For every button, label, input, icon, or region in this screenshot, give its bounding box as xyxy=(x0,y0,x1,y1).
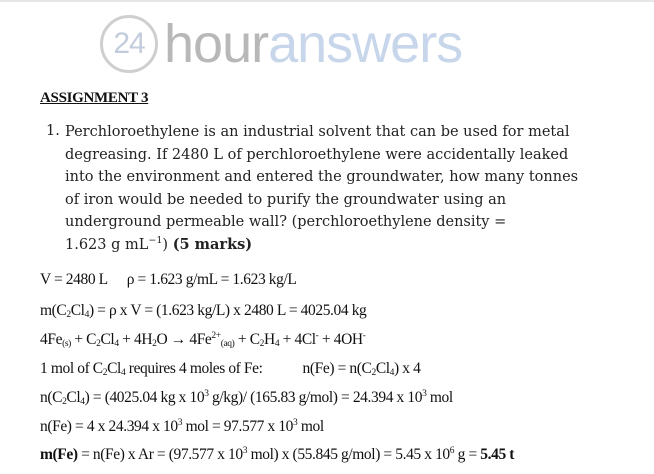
logo-word-hour: hour xyxy=(164,14,269,74)
question-text xyxy=(65,121,600,256)
question-line-density xyxy=(65,234,600,257)
solution-line-stoichiometry: 1 mol of $C_2Cl_4$ requires 4 moles of Fe: $n(Fe) = n(C_2Cl_4)$ x 4 xyxy=(40,360,421,378)
solution-line-volume xyxy=(40,271,296,289)
volume-text: V = 2480 L xyxy=(40,271,108,288)
density-close: ) xyxy=(162,236,169,253)
logo-badge xyxy=(100,15,158,73)
question-line: degreasing. If 2480 L of perchloroethylene were accidentally leaked xyxy=(65,146,569,163)
solution-line-mass-fe: m(Fe) = n(Fe) x Ar = (97.577 x $10^3$ mol) x (55.845 g/mol) = 5.45 x $10^6$ g = 5.45 t xyxy=(40,446,515,463)
final-answer: 5.45 t xyxy=(480,446,515,463)
top-border xyxy=(0,0,654,2)
solution-line-moles-fe: n(Fe) = 4 x 24.394 x $10^3$ mol = 97.577 x $10^3$ mol xyxy=(40,418,324,435)
logo-wordmark xyxy=(164,14,463,74)
question-1 xyxy=(40,121,600,256)
question-line: of iron would be needed to purify the groundwater using an xyxy=(65,191,507,208)
question-line: Perchloroethylene is an industrial solvent that can be used for metal xyxy=(65,124,570,140)
density-text: ρ = 1.623 g/mL = 1.623 kg/L xyxy=(126,271,297,288)
solution-line-mass: $m(C_2Cl_4) = \rho$ x V = (1.623 kg/L) x 2480 L = 4025.04 kg xyxy=(40,302,367,320)
solution-line-equation: $4Fe_{(s)} + C_2Cl_4 + 4H_2O \to 4Fe^{2+}_{(aq)} + C_2H_4 + 4Cl^- + 4OH^-$ xyxy=(40,331,366,349)
question-number: 1. xyxy=(46,123,60,139)
question-line: underground permeable wall? (perchloroethylene density = xyxy=(65,214,507,230)
density-exponent: −1 xyxy=(148,234,163,246)
logo-word-answers: answers xyxy=(268,14,463,74)
density-value: 1.623 g mL xyxy=(65,236,149,253)
solution-line-moles-c2cl4: $n(C_2Cl_4) = (4025.04$ kg x $10^3$ g/kg)/ (165.83 g/mol) = 24.394 x $10^3$ mol xyxy=(40,389,453,407)
site-logo xyxy=(100,14,462,74)
assignment-heading: ASSIGNMENT 3 xyxy=(40,90,149,106)
question-line: into the environment and entered the groundwater, how many tonnes xyxy=(65,169,579,185)
logo-number: 24 xyxy=(113,27,145,60)
marks-label: (5 marks) xyxy=(172,235,253,253)
